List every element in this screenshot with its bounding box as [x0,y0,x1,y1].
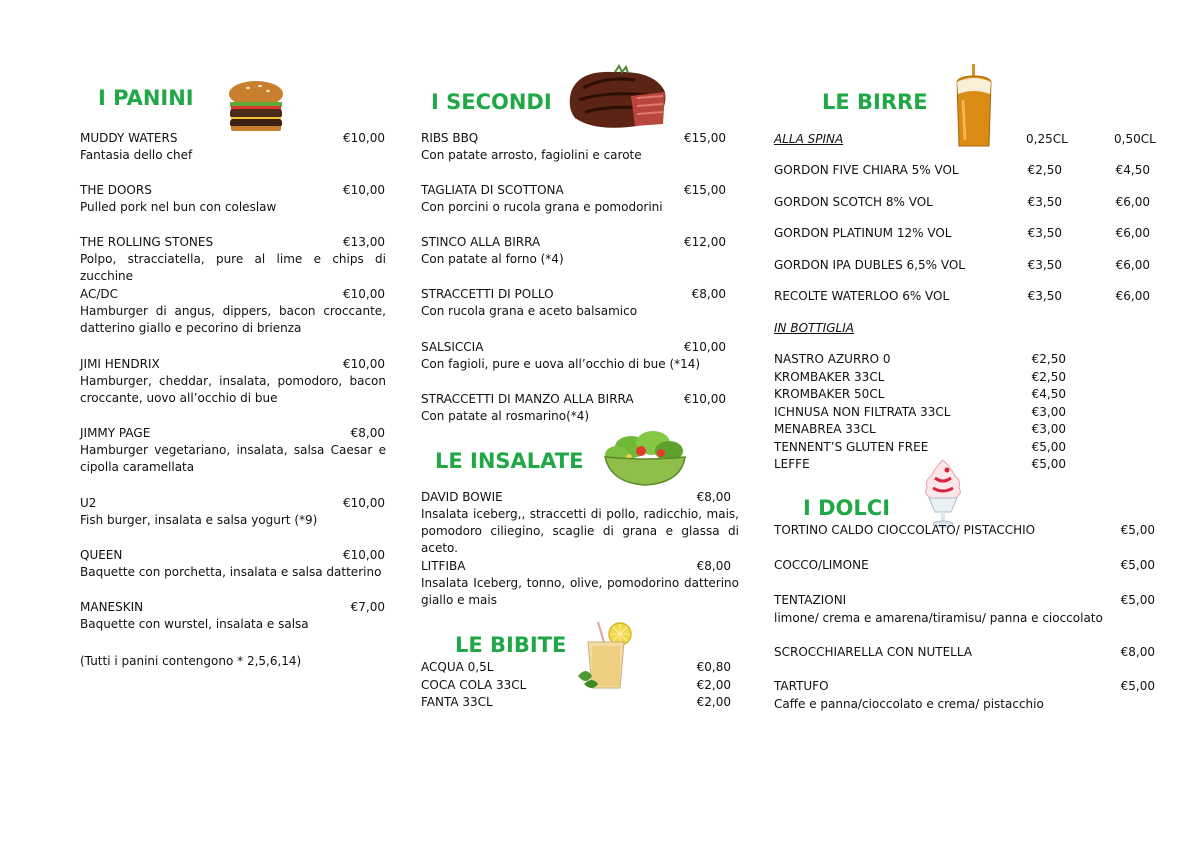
secondo-price: €8,00 [691,287,726,301]
beer-price-small: €3,50 [1027,257,1062,272]
beer-glass-icon [953,62,995,150]
panini-heading: I PANINI [98,86,194,110]
secondo-price: €10,00 [684,340,726,354]
steak-icon [565,62,669,132]
dolce-price: €5,00 [1120,523,1155,537]
bottle-beer-price: €3,00 [1031,404,1066,419]
secondo-name: SALSICCIA [421,340,484,354]
panino-name: JIMI HENDRIX [80,357,160,371]
secondo-description: Con porcini o rucola grana e pomodorini [421,200,663,214]
beer-name: RECOLTE WATERLOO 6% VOL [774,289,950,304]
panino-name: AC/DC [80,287,119,301]
panino-name: QUEEN [80,548,123,562]
secondo-price: €10,00 [684,392,726,406]
dolce-name: COCCO/LIMONE [774,558,869,572]
panino-price: €10,00 [343,548,385,562]
beer-name: GORDON PLATINUM 12% VOL [774,226,952,241]
secondo-description: Con fagioli, pure e uova all’occhio di bue (*14) [421,357,701,371]
beer-price-small: €3,50 [1027,194,1062,209]
beer-price-small: €3,50 [1027,226,1062,241]
bottle-beer-price: €5,00 [1031,457,1066,471]
bottiglia-label: IN BOTTIGLIA [774,321,854,335]
bottle-beer-name: ICHNUSA NON FILTRATA 33CL [774,404,951,419]
secondo-name: TAGLIATA DI SCOTTONA [421,183,564,197]
panino-description: Hamburger vegetariano, insalata, salsa Caesar e cipolla caramellata [80,443,386,474]
insalate-heading: LE INSALATE [435,449,584,473]
panino-description: Fish burger, insalata e salsa yogurt (*9) [80,513,318,527]
secondo-price: €15,00 [684,183,726,197]
panino-price: €13,00 [343,235,385,249]
panino-name: THE DOORS [80,183,152,197]
insalata-description: Insalata iceberg,, straccetti di pollo, radicchio, mais, pomodoro ciliegino, scaglie di grana e glassa di aceto. [421,507,739,555]
bottle-beer-price: €2,50 [1031,369,1066,384]
dolce-name: TARTUFO [774,679,829,693]
beer-name: GORDON IPA DUBLES 6,5% VOL [774,257,965,272]
panino-price: €10,00 [343,357,385,371]
beer-price-large: €6,00 [1115,289,1150,304]
dolce-name: TORTINO CALDO CIOCCOLATO/ PISTACCHIO [774,523,1036,537]
bibita-price: €2,00 [696,695,731,709]
bibita-price: €0,80 [696,660,731,674]
panino-description: Baquette con wurstel, insalata e salsa [80,617,309,631]
secondo-name: STRACCETTI DI MANZO ALLA BIRRA [421,392,634,406]
dolce-price: €8,00 [1120,645,1155,659]
bibita-name: FANTA 33CL [421,695,493,709]
panino-price: €10,00 [343,496,385,510]
panino-price: €10,00 [343,131,385,145]
dolce-description: limone/ crema e amarena/tiramisu/ panna e cioccolato [774,610,1103,625]
bottle-beer-name: KROMBAKER 50CL [774,387,885,401]
dolce-price: €5,00 [1120,593,1155,607]
secondo-name: STRACCETTI DI POLLO [421,287,554,301]
secondo-name: RIBS BBQ [421,131,479,145]
secondo-description: Con patate al rosmarino(*4) [421,409,590,423]
dolce-description: Caffe e panna/cioccolato e crema/ pistacchio [774,696,1044,711]
bibita-price: €2,00 [696,677,731,692]
secondo-name: STINCO ALLA BIRRA [421,235,541,249]
bottle-beer-name: NASTRO AZURRO 0 [774,352,891,366]
beer-price-large: €6,00 [1115,194,1150,209]
panino-price: €8,00 [350,426,385,440]
insalata-price: €8,00 [696,559,731,573]
dolci-heading: I DOLCI [803,496,891,520]
ice-cream-icon [921,458,965,528]
panino-price: €10,00 [343,183,385,197]
bibita-name: ACQUA 0,5L [421,660,494,674]
panino-name: MANESKIN [80,600,144,614]
insalata-name: DAVID BOWIE [421,490,503,504]
panino-name: MUDDY WATERS [80,131,178,145]
bottle-beer-price: €4,50 [1031,387,1066,401]
spina-label: ALLA SPINA [774,132,844,146]
dolce-name: SCROCCHIARELLA CON NUTELLA [774,645,973,659]
panino-description: Hamburger, cheddar, insalata, pomodoro, bacon croccante, uovo all’occhio di bue [80,374,386,405]
panini-allergen-note: (Tutti i panini contengono * 2,5,6,14) [80,654,302,668]
secondo-description: Con rucola grana e aceto balsamico [421,304,638,318]
insalata-description: Insalata Iceberg, tonno, olive, pomodorino datterino giallo e mais [421,576,739,607]
beer-name: GORDON FIVE CHIARA 5% VOL [774,163,959,177]
panino-description: Baquette con porchetta, insalata e salsa datterino [80,565,382,579]
beer-price-small: €3,50 [1027,289,1062,304]
bottle-beer-price: €5,00 [1031,439,1066,454]
panino-description: Polpo, stracciatella, pure al lime e chips di zucchine [80,252,386,283]
bottle-beer-name: MENABREA 33CL [774,422,876,436]
secondo-description: Con patate al forno (*4) [421,252,564,266]
bottle-beer-price: €3,00 [1031,422,1066,436]
panino-name: JIMMY PAGE [80,426,151,440]
secondo-price: €12,00 [684,235,726,249]
insalata-price: €8,00 [696,490,731,504]
burger-icon [226,80,286,132]
beer-price-large: €6,00 [1115,226,1150,241]
beer-price-large: €6,00 [1115,257,1150,272]
iced-tea-icon [576,620,636,692]
secondi-heading: I SECONDI [431,90,552,114]
salad-bowl-icon [601,427,689,489]
panino-price: €10,00 [343,287,385,301]
birre-heading: LE BIRRE [822,90,928,114]
bibite-heading: LE BIBITE [455,633,567,657]
secondo-description: Con patate arrosto, fagiolini e carote [421,148,642,162]
panino-name: THE ROLLING STONES [80,235,214,249]
dolce-price: €5,00 [1120,558,1155,572]
beer-name: GORDON SCOTCH 8% VOL [774,194,933,209]
bottle-beer-name: TENNENT’S GLUTEN FREE [774,439,929,454]
size-large-header: 0,50CL [1114,132,1156,146]
panino-description: Hamburger di angus, dippers, bacon croccante, datterino giallo e pecorino di brienza [80,304,386,335]
bibita-name: COCA COLA 33CL [421,677,527,692]
panino-price: €7,00 [350,600,385,614]
bottle-beer-name: LEFFE [774,457,810,471]
bottle-beer-price: €2,50 [1031,352,1066,366]
dolce-price: €5,00 [1120,679,1155,693]
beer-price-large: €4,50 [1115,163,1150,177]
panino-description: Pulled pork nel bun con coleslaw [80,200,277,214]
size-small-header: 0,25CL [1026,132,1068,146]
insalata-name: LITFIBA [421,559,466,573]
secondo-price: €15,00 [684,131,726,145]
bottle-beer-name: KROMBAKER 33CL [774,369,885,384]
beer-price-small: €2,50 [1027,163,1062,177]
dolce-name: TENTAZIONI [774,593,847,607]
panino-name: U2 [80,496,97,510]
panino-description: Fantasia dello chef [80,148,193,162]
